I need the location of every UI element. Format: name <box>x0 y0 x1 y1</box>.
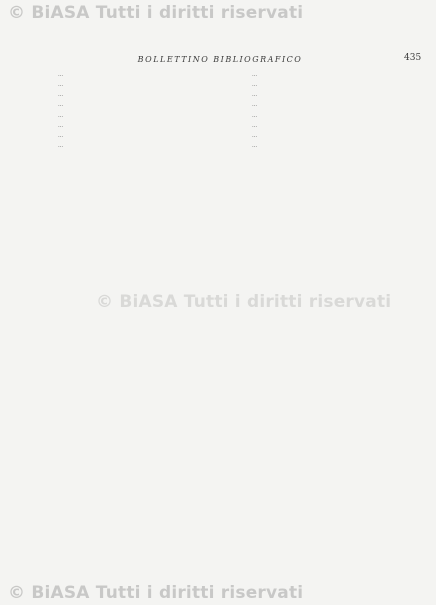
paragraph: ... <box>252 82 258 89</box>
watermark-top: © BiASA Tutti i diritti riservati <box>8 3 304 23</box>
paragraph: ... <box>58 82 64 89</box>
running-title: BOLLETTINO BIBLIOGRAFICO <box>137 55 303 64</box>
paragraph: ... <box>252 92 258 99</box>
paragraph: ... <box>252 122 258 129</box>
watermark-middle: © BiASA Tutti i diritti riservati <box>96 292 392 312</box>
paragraph: ... <box>58 122 64 129</box>
paragraph: ... <box>252 72 258 78</box>
watermark-bottom: © BiASA Tutti i diritti riservati <box>8 583 304 603</box>
paragraph: ... <box>58 102 64 109</box>
paragraph: ... <box>58 143 64 150</box>
paragraph: ... <box>252 112 258 119</box>
paragraph: ... <box>58 132 64 139</box>
paragraph: ... <box>58 72 64 78</box>
paragraph: ... <box>252 102 258 109</box>
text-column-left <box>52 72 226 582</box>
paragraph: ... <box>252 143 258 150</box>
paragraph: ... <box>252 132 258 139</box>
paragraph: ... <box>58 92 64 99</box>
page-number: 435 <box>404 53 422 63</box>
text-column-right <box>246 72 420 582</box>
paragraph: ... <box>58 112 64 119</box>
